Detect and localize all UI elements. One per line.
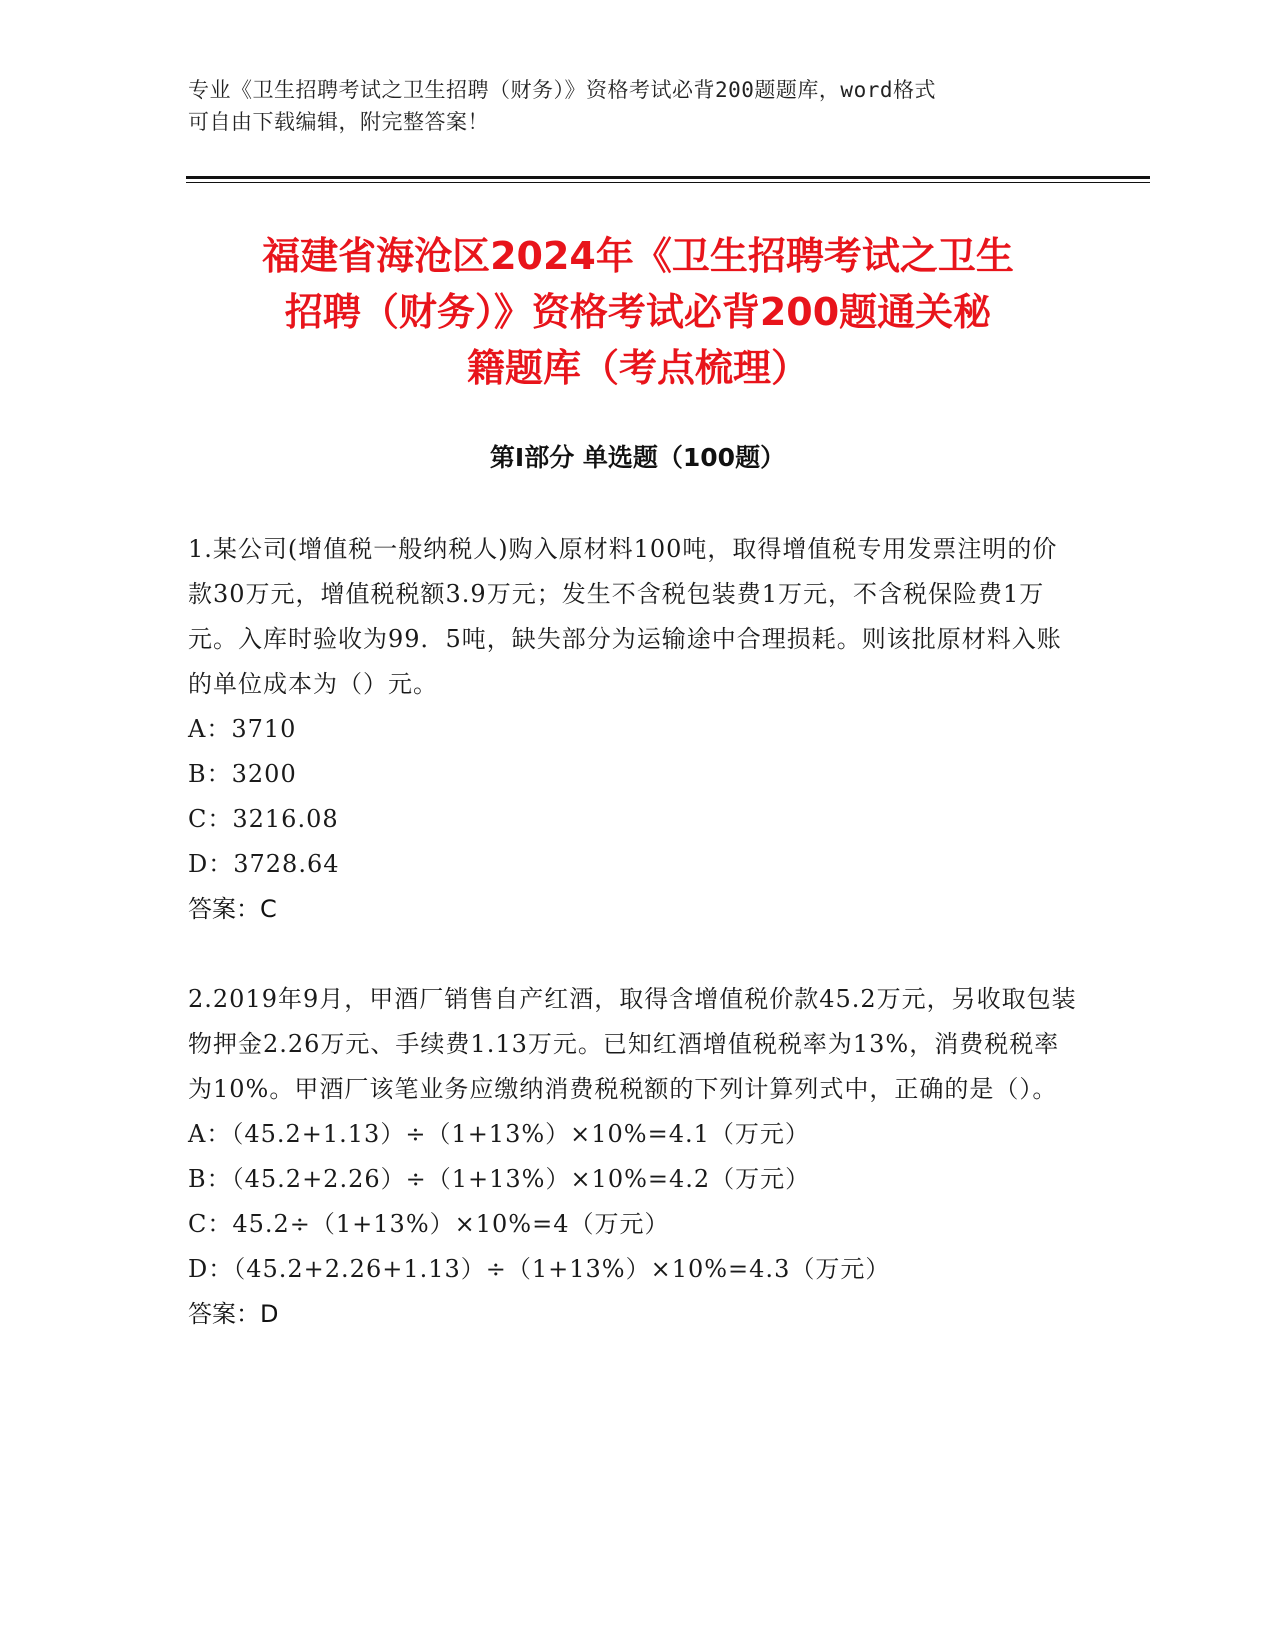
- document-title: [160, 228, 1116, 396]
- header-note-line-2: 可自由下载编辑，附完整答案！: [188, 110, 489, 134]
- option-c: C：3216.08: [188, 805, 339, 833]
- question-stem: 1.某公司(增值税一般纳税人)购入原材料100吨，取得增值税专用发票注明的价款30万元，增值税税额3.9万元；发生不含税包装费1万元，不含税保险费1万元。入库时验收为99．5吨，缺失部分为运输途中合理损耗。则该批原材料入账的单位成本为（）元。: [188, 535, 1062, 698]
- option-b: B：3200: [188, 760, 297, 788]
- document-title-line-2: 招聘（财务）》资格考试必背200题通关秘: [284, 290, 992, 334]
- question-stem: 2.2019年9月，甲酒厂销售自产红酒，取得含增值税价款45.2万元，另收取包装物押金2.26万元、手续费1.13万元。已知红酒增值税税率为13%，消费税税率为10%。甲酒厂该笔业务应缴纳消费税税额的下列计算列式中，正确的是（）。: [188, 985, 1077, 1103]
- option-b: B：（45.2+2.26）÷（1+13%）×10%=4.2（万元）: [188, 1165, 811, 1193]
- document-title-line-1: 福建省海沧区2024年《卫生招聘考试之卫生: [262, 234, 1014, 278]
- header-divider-thin: [186, 182, 1150, 183]
- question-1: [188, 527, 1078, 932]
- option-c: C：45.2÷（1+13%）×10%=4（万元）: [188, 1210, 670, 1238]
- document-title-line-3: 籍题库（考点梳理）: [466, 346, 809, 390]
- option-d: D：3728.64: [188, 850, 340, 878]
- header-note: [188, 74, 1068, 138]
- option-a: A：3710: [188, 715, 297, 743]
- answer-label: 答案：D: [188, 1300, 279, 1328]
- question-2: [188, 977, 1078, 1337]
- section-title: 第Ⅰ部分 单选题（100题）: [489, 443, 786, 472]
- header-note-line-1: 专业《卫生招聘考试之卫生招聘（财务）》资格考试必背200题题库，word格式: [188, 78, 936, 102]
- header-divider-thick: [186, 176, 1150, 179]
- answer-label: 答案：C: [188, 895, 277, 923]
- option-list: [188, 1112, 1078, 1292]
- option-d: D：（45.2+2.26+1.13）÷（1+13%）×10%=4.3（万元）: [188, 1255, 891, 1283]
- option-list: [188, 707, 1078, 887]
- option-a: A：（45.2+1.13）÷（1+13%）×10%=4.1（万元）: [188, 1120, 810, 1148]
